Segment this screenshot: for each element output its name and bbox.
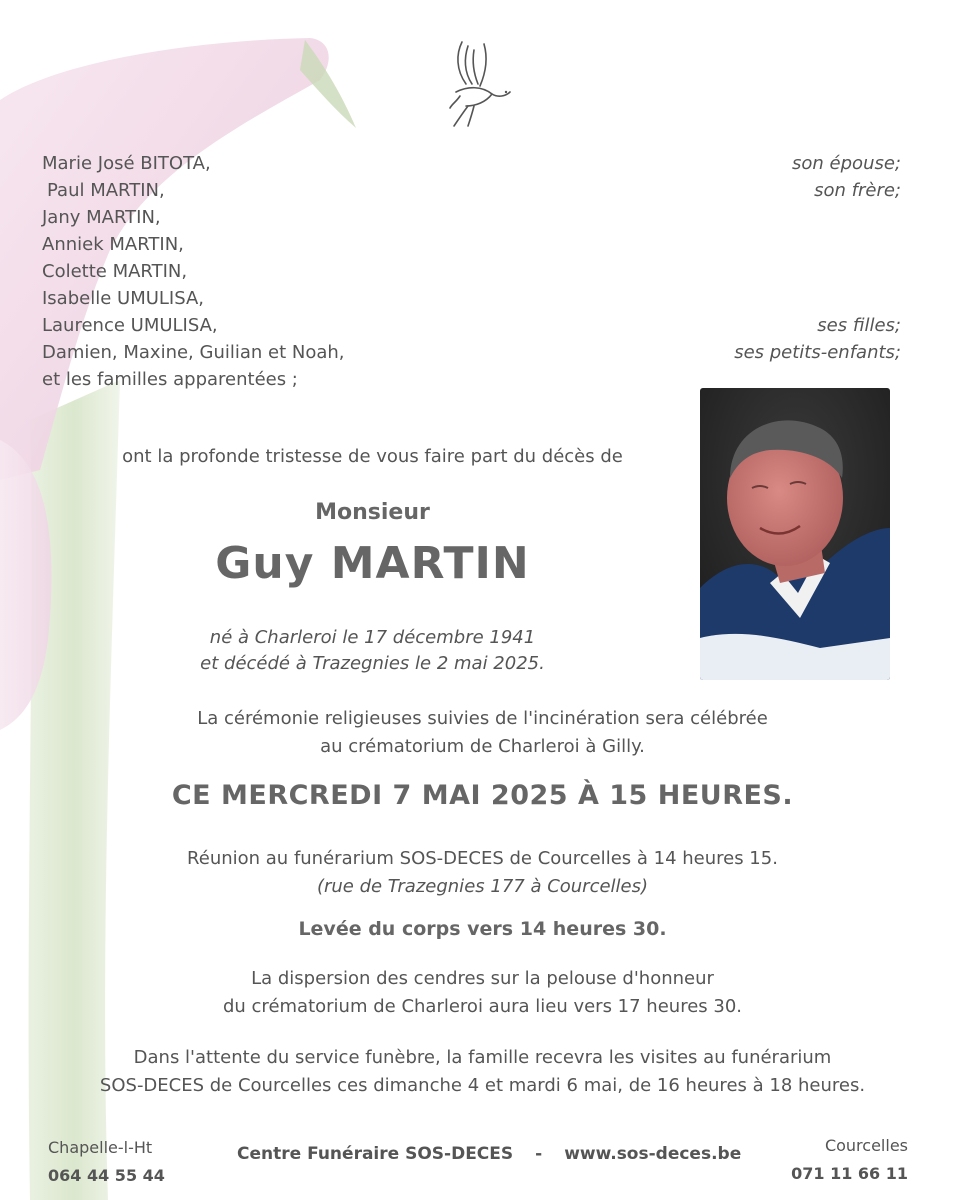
deceased-title: Monsieur: [315, 500, 430, 525]
deceased-name: Guy MARTIN: [215, 538, 530, 589]
footer-separator: -: [535, 1144, 543, 1164]
dispersion-line: La dispersion des cendres sur la pelouse d'honneur: [251, 968, 714, 989]
ceremony-details: [0, 705, 965, 761]
family-member: Paul MARTIN,: [47, 180, 165, 201]
birth-line: né à Charleroi le 17 décembre 1941: [209, 627, 536, 648]
footer-website-link[interactable]: www.sos-deces.be: [564, 1144, 742, 1164]
footer-right-contact: [791, 1132, 908, 1188]
family-member: Marie José BITOTA,: [42, 153, 211, 174]
relation-frere: son frère;: [814, 180, 901, 201]
relation-epouse: son épouse;: [792, 153, 901, 174]
footer-left-contact: [48, 1134, 165, 1190]
family-member: Laurence UMULISA,: [42, 315, 218, 336]
ceremony-line: La cérémonie religieuses suivies de l'incinération sera célébrée: [197, 708, 768, 729]
relation-filles: ses filles;: [817, 315, 901, 336]
footer-left-city: Chapelle-l-Ht: [48, 1138, 153, 1157]
reunion-details: [0, 845, 965, 901]
family-member: Anniek MARTIN,: [42, 234, 184, 255]
footer-right-phone: 071 11 66 11: [791, 1164, 908, 1183]
ceremony-datetime: CE MERCREDI 7 MAI 2025 À 15 HEURES.: [171, 780, 794, 811]
footer-company-name: Centre Funéraire SOS-DECES: [237, 1144, 514, 1164]
death-line: et décédé à Trazegnies le 2 mai 2025.: [200, 653, 545, 674]
family-member: Colette MARTIN,: [42, 261, 188, 282]
family-member: Jany MARTIN,: [42, 207, 161, 228]
footer-right-city: Courcelles: [824, 1136, 908, 1155]
visits-details: [0, 1044, 965, 1100]
deceased-dates: [0, 625, 745, 677]
deceased-portrait-photo: [700, 388, 890, 680]
dove-icon: [448, 40, 514, 130]
reunion-address: (rue de Trazegnies 177 à Courcelles): [316, 876, 649, 897]
dispersion-details: [0, 965, 965, 1021]
visits-line: SOS-DECES de Courcelles ces dimanche 4 et mardi 6 mai, de 16 heures à 18 heures.: [99, 1075, 866, 1096]
dispersion-line: du crématorium de Charleroi aura lieu vers 17 heures 30.: [222, 996, 743, 1017]
footer-center: [237, 1144, 741, 1164]
reunion-line: Réunion au funérarium SOS-DECES de Courcelles à 14 heures 15.: [187, 848, 778, 869]
ceremony-line: au crématorium de Charleroi à Gilly.: [320, 736, 645, 757]
family-member: Damien, Maxine, Guilian et Noah,: [42, 342, 345, 363]
announcement-intro: ont la profonde tristesse de vous faire part du décès de: [122, 446, 623, 467]
footer-left-phone: 064 44 55 44: [48, 1166, 165, 1185]
visits-line: Dans l'attente du service funèbre, la famille recevra les visites au funérarium: [133, 1047, 832, 1068]
family-member: Isabelle UMULISA,: [42, 288, 205, 309]
relation-petits-enfants: ses petits-enfants;: [734, 342, 901, 363]
family-member: et les familles apparentées ;: [42, 369, 298, 390]
levee-du-corps: Levée du corps vers 14 heures 30.: [298, 918, 667, 940]
family-relations-list: [734, 150, 901, 366]
family-members-list: [42, 150, 345, 393]
